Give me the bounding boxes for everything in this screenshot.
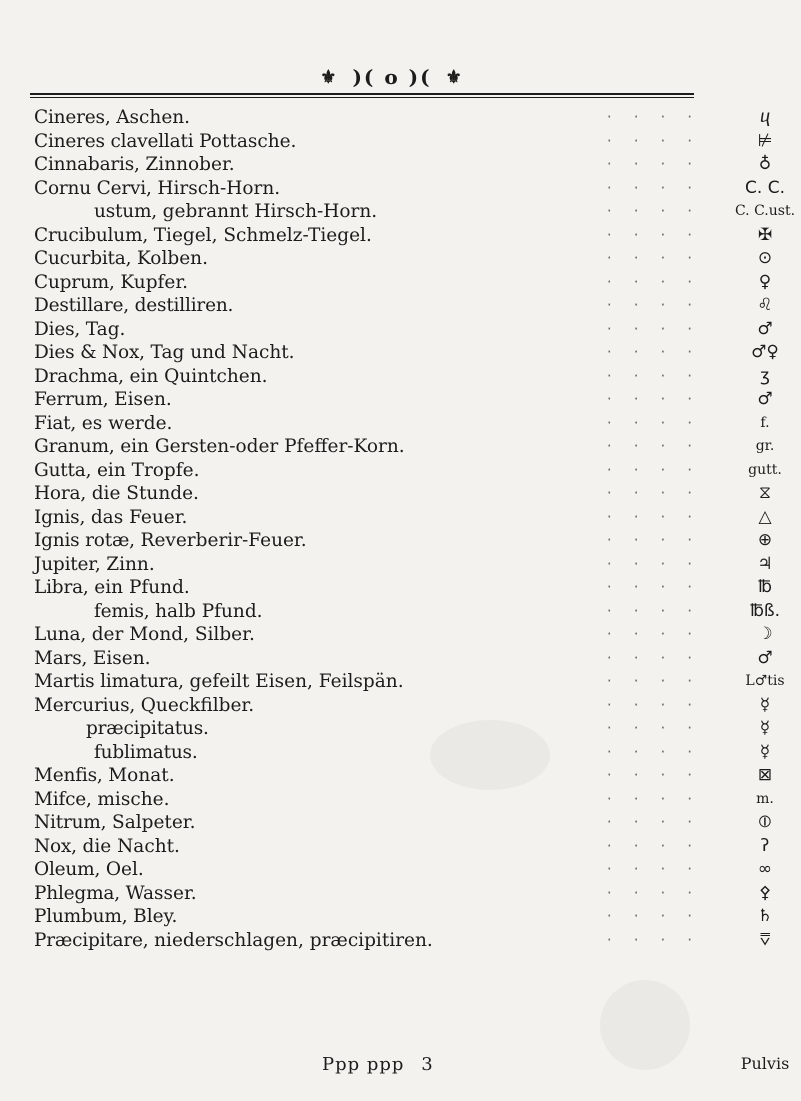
latin-term: Cuprum,	[34, 271, 121, 293]
alchemical-symbol: ♀	[758, 271, 772, 292]
leader-dots: ‧‧‧‧	[606, 225, 714, 244]
glossary-entry	[34, 482, 714, 506]
german-gloss: mische.	[97, 788, 170, 810]
glossary-entry	[34, 247, 714, 271]
leader-dots: ‧‧‧‧	[606, 343, 714, 361]
german-gloss: ein Tropfe.	[96, 459, 200, 481]
latin-term: Phlegma,	[34, 882, 126, 904]
leader-dots: ‧‧‧‧	[606, 437, 714, 455]
german-gloss: Monat.	[108, 765, 175, 786]
alchemical-symbol: m.	[756, 790, 774, 807]
leader-dots: ‧‧‧‧	[606, 108, 714, 126]
latin-term: Hora,	[34, 483, 92, 504]
leader-dots: ‧‧‧‧	[606, 883, 714, 902]
alchemical-symbol: ℔ß.	[749, 600, 780, 621]
german-gloss: das Feuer.	[90, 506, 188, 528]
leader-dots: ‧‧‧‧	[606, 742, 714, 761]
latin-term: Cucurbita,	[34, 248, 137, 269]
leader-dots: ‧‧‧‧	[606, 413, 714, 432]
glossary-entry	[34, 553, 714, 577]
alchemical-symbol: gutt.	[748, 461, 782, 478]
latin-term: ustum,	[94, 201, 163, 222]
leader-dots: ‧‧‧‧	[606, 601, 714, 620]
alchemical-symbol: ℔	[758, 577, 772, 597]
german-gloss: Salpeter.	[112, 812, 196, 833]
alchemical-symbol: ⊠	[757, 765, 773, 785]
latin-term: Menfis,	[34, 765, 109, 786]
signature-line	[322, 1054, 444, 1075]
german-gloss: Bley.	[133, 906, 178, 927]
german-gloss: niederschlagen, præcipitiren.	[154, 929, 433, 951]
header-rule-thin	[30, 97, 694, 98]
leader-dots: ‧‧‧‧	[606, 836, 714, 855]
latin-term: Mercurius,	[34, 694, 141, 716]
german-gloss: ein Pfund.	[94, 577, 190, 598]
latin-term: Nitrum,	[34, 812, 113, 833]
glossary-entry	[34, 341, 714, 365]
latin-term: Oleum,	[34, 859, 106, 880]
german-gloss: Eisen.	[92, 647, 151, 669]
glossary-entry	[34, 271, 714, 295]
german-gloss: Eisen.	[114, 389, 172, 410]
latin-term: Plumbum,	[34, 906, 134, 927]
glossary-entry	[34, 788, 714, 812]
alchemical-symbol: L♂tis	[745, 673, 785, 689]
alchemical-symbol: ☿	[759, 741, 771, 762]
german-gloss: Tag und Nacht.	[150, 342, 295, 363]
glossary-entry	[34, 294, 714, 318]
german-gloss: halb Pfund.	[155, 600, 263, 622]
german-gloss: die Nacht.	[82, 835, 180, 857]
alchemical-symbol: ⊭	[757, 130, 773, 151]
glossary-entries	[34, 106, 714, 952]
alchemical-symbol: ⊕	[757, 530, 773, 550]
leader-dots: ‧‧‧‧	[606, 813, 714, 831]
leader-dots: ‧‧‧‧	[606, 695, 714, 714]
latin-term: Libra,	[34, 577, 95, 598]
catchword: Pulvis	[740, 1054, 790, 1073]
alchemical-symbol: △	[758, 506, 772, 527]
right-fleuron-icon: ⚜	[445, 66, 464, 88]
leader-dots: ‧‧‧‧	[606, 484, 714, 502]
leader-dots: ‧‧‧‧	[606, 272, 714, 291]
latin-term: Ignis,	[34, 506, 91, 528]
german-gloss: Zinn.	[106, 553, 155, 575]
latin-term: fublimatus.	[94, 741, 198, 763]
latin-term: Dies & Nox,	[34, 342, 151, 363]
alchemical-symbol: ⦶	[758, 812, 772, 832]
alchemical-symbol: ♌	[757, 295, 773, 315]
header-text: )( o )(	[352, 65, 432, 89]
alchemical-symbol: ☿	[759, 694, 771, 715]
leader-dots: ‧‧‧‧	[606, 390, 714, 408]
german-gloss: die Stunde.	[91, 483, 199, 504]
glossary-entry	[34, 459, 714, 483]
latin-term: Drachma,	[34, 365, 130, 387]
german-gloss: Kupfer.	[120, 271, 189, 293]
glossary-entry	[34, 388, 714, 412]
glossary-entry	[34, 529, 714, 553]
glossary-entry	[34, 717, 714, 741]
glossary-entry	[34, 224, 714, 248]
alchemical-symbol: ☽	[757, 624, 773, 644]
german-gloss: ein Quintchen.	[129, 365, 268, 387]
german-gloss: es werde.	[81, 412, 173, 434]
latin-term: Ignis rotæ,	[34, 530, 141, 551]
german-gloss: Tag.	[85, 318, 126, 340]
german-gloss: Pottasche.	[199, 130, 297, 152]
alchemical-symbol: C. C.	[745, 177, 785, 198]
glossary-entry	[34, 200, 714, 224]
leader-dots: ‧‧‧‧	[606, 155, 714, 173]
glossary-entry	[34, 177, 714, 201]
leader-dots: ‧‧‧‧	[606, 860, 714, 878]
german-gloss: Oel.	[105, 859, 144, 880]
glossary-entry	[34, 694, 714, 718]
alchemical-symbol: ♁	[758, 154, 772, 174]
leader-dots: ‧‧‧‧	[606, 907, 714, 925]
glossary-entry	[34, 106, 714, 130]
leader-dots: ‧‧‧‧	[606, 178, 714, 197]
leader-dots: ‧‧‧‧	[606, 625, 714, 643]
glossary-entry	[34, 670, 714, 694]
leader-dots: ‧‧‧‧	[606, 319, 714, 338]
latin-term: Luna,	[34, 624, 92, 645]
latin-term: Jupiter,	[34, 553, 107, 575]
german-gloss: der Mond, Silber.	[91, 624, 255, 645]
glossary-entry	[34, 858, 714, 882]
alchemical-symbol: f.	[760, 414, 770, 431]
glossary-entry	[34, 153, 714, 177]
alchemical-symbol: ♂	[757, 389, 773, 409]
alchemical-symbol: ⚴	[758, 882, 772, 903]
german-gloss: Queckfilber.	[140, 694, 255, 716]
glossary-entry	[34, 905, 714, 929]
german-gloss: Hirsch-Horn.	[157, 177, 281, 199]
alchemical-symbol: ∞	[757, 859, 773, 879]
alchemical-symbol: ⩢	[759, 929, 771, 950]
latin-term: Cornu Cervi,	[34, 177, 158, 199]
latin-term: Nox,	[34, 835, 83, 857]
latin-term: Præcipitare,	[34, 929, 155, 951]
latin-term: Granum,	[34, 436, 121, 457]
leader-dots: ‧‧‧‧	[606, 249, 714, 267]
alchemical-symbol: ☿	[759, 718, 771, 738]
header-rule	[30, 93, 694, 95]
german-gloss: Wasser.	[125, 882, 197, 904]
latin-term: Gutta,	[34, 459, 97, 481]
alchemical-symbol: ʔ	[760, 835, 770, 856]
alchemical-symbol: ⊙	[757, 248, 773, 268]
glossary-entry	[34, 600, 714, 624]
glossary-entry	[34, 741, 714, 765]
leader-dots: ‧‧‧‧	[606, 554, 714, 573]
latin-term: Mifce,	[34, 788, 98, 810]
leader-dots: ‧‧‧‧	[606, 131, 714, 150]
left-fleuron-icon: ⚜	[320, 66, 339, 88]
alchemical-symbol: ⧖	[759, 483, 771, 503]
latin-term: Cineres,	[34, 107, 117, 128]
glossary-entry	[34, 623, 714, 647]
glossary-entry	[34, 647, 714, 671]
alchemical-symbol: C. C.ust.	[734, 203, 796, 219]
signature-mark: Ppp ppp	[322, 1054, 405, 1075]
symbol-column	[730, 106, 800, 952]
latin-term: femis,	[94, 600, 156, 622]
german-gloss: gebrannt Hirsch-Horn.	[162, 201, 378, 222]
alchemical-symbol: ♂	[757, 318, 773, 339]
leader-dots: ‧‧‧‧	[606, 366, 714, 385]
latin-term: Mars,	[34, 647, 93, 669]
leader-dots: ‧‧‧‧	[606, 648, 714, 667]
glossary-entry	[34, 435, 714, 459]
glossary-entry	[34, 130, 714, 154]
glossary-entry	[34, 576, 714, 600]
leader-dots: ‧‧‧‧	[606, 789, 714, 808]
leader-dots: ‧‧‧‧	[606, 719, 714, 737]
latin-term: Cinnabaris,	[34, 154, 146, 175]
alchemical-symbol: ✠	[757, 224, 773, 245]
alchemical-symbol: ♄	[757, 906, 773, 926]
page-header-ornament	[92, 64, 692, 90]
leader-dots: ‧‧‧‧	[606, 531, 714, 549]
latin-term: Crucibulum,	[34, 224, 154, 246]
leader-dots: ‧‧‧‧	[606, 296, 714, 314]
german-gloss: gefeilt Eisen, Feilspän.	[189, 671, 404, 692]
glossary-entry	[34, 882, 714, 906]
german-gloss: ein Gersten-oder Pfeffer-Korn.	[120, 436, 405, 457]
latin-term: Destillare, destilliren.	[34, 295, 234, 316]
leader-dots: ‧‧‧‧	[606, 578, 714, 596]
glossary-entry	[34, 764, 714, 788]
alchemical-symbol: gr.	[755, 438, 775, 454]
alchemical-symbol: ⴗ	[759, 107, 771, 127]
leader-dots: ‧‧‧‧	[606, 460, 714, 479]
leader-dots: ‧‧‧‧	[606, 930, 714, 949]
leader-dots: ‧‧‧‧	[606, 507, 714, 526]
alchemical-symbol: ʒ	[760, 365, 770, 386]
latin-term: Ferrum,	[34, 389, 115, 410]
leader-dots: ‧‧‧‧	[606, 202, 714, 220]
glossary-entry	[34, 318, 714, 342]
alchemical-symbol: ♃	[757, 553, 773, 574]
leader-dots: ‧‧‧‧	[606, 672, 714, 690]
german-gloss: Aschen.	[116, 107, 191, 128]
latin-term: Fiat,	[34, 412, 82, 434]
glossary-entry	[34, 835, 714, 859]
latin-term: Dies,	[34, 318, 86, 340]
german-gloss: Reverberir-Feuer.	[140, 530, 307, 551]
signature-number: 3	[421, 1054, 434, 1075]
german-gloss: Kolben.	[136, 248, 208, 269]
alchemical-symbol: ♂♀	[751, 342, 779, 362]
glossary-entry	[34, 506, 714, 530]
glossary-entry	[34, 929, 714, 953]
glossary-entry	[34, 365, 714, 389]
glossary-entry	[34, 412, 714, 436]
leader-dots: ‧‧‧‧	[606, 766, 714, 784]
latin-term: Cineres clavellati	[34, 130, 200, 152]
german-gloss: Tiegel, Schmelz-Tiegel.	[153, 224, 372, 246]
latin-term: præcipitatus.	[86, 718, 209, 739]
alchemical-symbol: ♂	[757, 647, 773, 668]
latin-term: Martis limatura,	[34, 671, 190, 692]
glossary-entry	[34, 811, 714, 835]
german-gloss: Zinnober.	[145, 154, 235, 175]
paper-stain	[600, 980, 690, 1070]
